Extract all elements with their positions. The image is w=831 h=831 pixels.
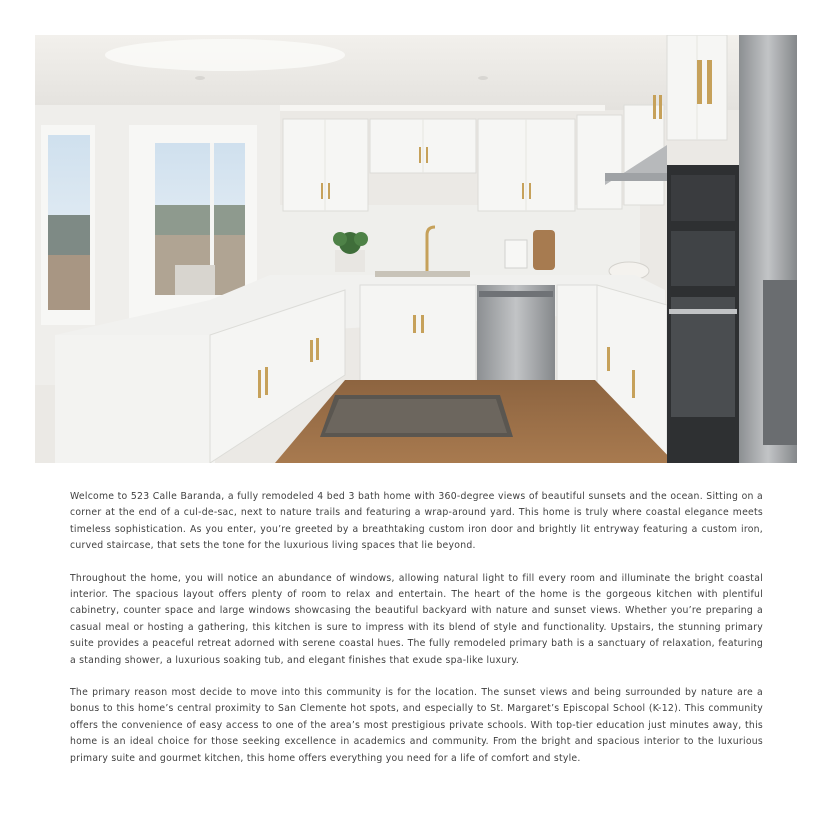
kitchen-illustration [35, 35, 797, 463]
kitchen-photo [35, 35, 797, 463]
description-paragraph: Throughout the home, you will notice an abundance of windows, allowing natural light to fill every room and illuminate the bright coastal interior. The spacious layout offers plenty of room to relax and entertain. The heart of the home is the gorgeous kitchen with plentiful cabinetry, counter space and large windows showcasing the beautiful backyard with nature and sunset views. Whether you’re preparing a casual meal or hosting a gathering, this kitchen is sure to impress with its blend of style and functionality. Upstairs, the stunning primary suite provides a peaceful retreat adorned with serene coastal hues. The fully remodeled primary bath is a sanctuary of relaxation, featuring a standing shower, a luxurious soaking tub, and elegant finishes that exude spa-like luxury. [70, 572, 763, 666]
description-paragraph: The primary reason most decide to move into this community is for the location. The sunset views and being surrounded by nature are a bonus to this home’s central proximity to San Clemente hot spots, and especially to St. Margaret’s Episcopal School (K-12). This community offers the convenience of easy access to one of the area’s most prestigious private schools. With top-tier education just minutes away, this home is an ideal choice for those seeking excellence in academics and community. From the bright and spacious interior to the luxurious primary suite and gourmet kitchen, this home offers everything you need for a life of comfort and style. [70, 687, 763, 764]
description-paragraph: Welcome to 523 Calle Baranda, a fully remodeled 4 bed 3 bath home with 360-degree views of beautiful sunsets and the ocean. Sitting on a corner at the end of a cul-de-sac, next to nature trails and featuring a wrap-around yard. This home is truly where coastal elegance meets timeless sophistication. As you enter, you’re greeted by a breathtaking custom iron door and brightly lit entryway featuring a custom iron, curved staircase, that sets the tone for the luxurious living spaces that lie beyond. [70, 491, 763, 552]
listing-description [70, 489, 763, 783]
